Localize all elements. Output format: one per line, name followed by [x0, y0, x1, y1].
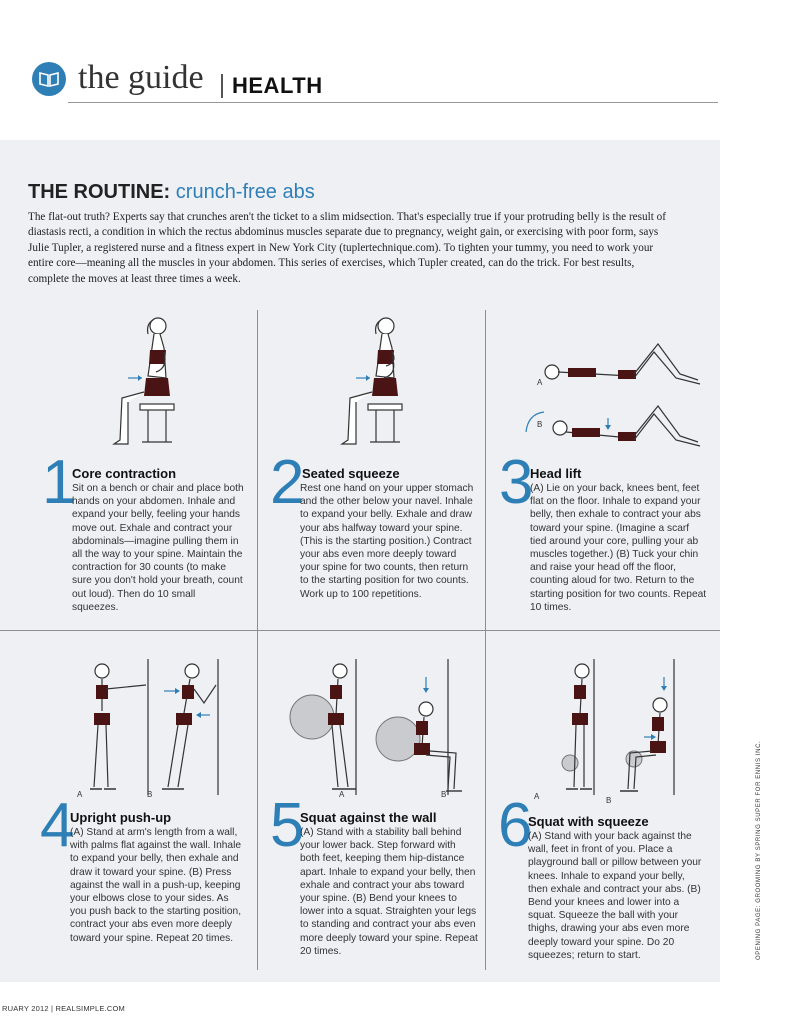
- step-number: 6: [498, 791, 533, 860]
- grid-divider: [257, 310, 258, 630]
- step-title: Head lift: [530, 466, 582, 481]
- step-body: Rest one hand on your upper stomach and the other below your navel. Inhale to expand your belly. Exhale and draw your abs halfway toward your spine. (This is the starting position.) Contract your abs even more deeply toward your spine for two counts, then return to the starting position for two counts. Work up to 100 repetitions.: [300, 483, 474, 600]
- grid-divider: [257, 630, 258, 970]
- step-title: Core contraction: [72, 466, 177, 481]
- seated-figure-illustration: [98, 312, 188, 457]
- photo-credit: OPENING PAGE: GROOMING BY SPRING SUPER FOR ENNIS INC.: [756, 740, 762, 960]
- step-body: (A) Stand with a stability ball behind your lower back. Step forward with both feet, keeping them hip-distance apart. Inhale to expand your belly, then exhale and contract your abs toward your spine. (B) Bend your knees to lower into a squat. Straighten your legs to standing and contract your abs even more deeply toward your spine. Repeat 20 times.: [300, 827, 478, 957]
- figure-label-b: B: [537, 420, 543, 429]
- guide-heading: the guide: [78, 59, 204, 96]
- book-icon: [32, 62, 66, 96]
- title-main: THE ROUTINE:: [28, 181, 171, 203]
- header-divider: [221, 74, 223, 98]
- wall-pushup-illustration: [72, 655, 232, 800]
- seated-squeeze-illustration: [326, 312, 416, 457]
- step-body: Sit on a bench or chair and place both hands on your abdomen. Inhale and expand your belly, feeling your hands move out. Exhale and contract your abdominals—imagine pulling them in all the way to your spine. Maintain the contraction for 30 counts (to make sure you don't hold your breath, count out loud). Then do 10 small squeezes.: [72, 483, 244, 613]
- step-number: 5: [270, 791, 305, 860]
- step-number: 2: [270, 448, 305, 517]
- grid-divider: [485, 310, 486, 630]
- step-body: (A) Stand at arm's length from a wall, with palms flat against the wall. Inhale to expand your belly, then exhale and draw it toward your spine. (B) Press against the wall in a push-up, keeping your elbows close to your sides. As you push back to the starting position, contract your abs even more deeply toward your spine. Repeat 20 times.: [70, 827, 242, 944]
- header-rule: [68, 102, 718, 103]
- step-body: (A) Stand with your back against the wall, feet in front of you. Place a playground ball or pillow between your knees. Inhale to expand your belly, then exhale and contract your abs. (B) Bend your knees and lower into a squat. Squeeze the ball with your thighs, drawing your abs even more deeply toward your spine. Do 20 squeezes; return to start.: [528, 831, 702, 961]
- figure-label-b: B: [441, 790, 447, 799]
- step-title: Squat with squeeze: [528, 814, 649, 829]
- figure-label-b: B: [147, 790, 153, 799]
- squat-squeeze-illustration: [540, 655, 700, 800]
- title-sub: crunch-free abs: [175, 181, 315, 203]
- step-number: 3: [499, 448, 534, 517]
- step-title: Squat against the wall: [300, 810, 437, 825]
- step-number: 4: [40, 791, 75, 860]
- grid-divider: [485, 630, 486, 970]
- figure-label-a: A: [77, 790, 83, 799]
- ball-squat-illustration: [286, 655, 476, 800]
- figure-label-a: A: [534, 792, 540, 801]
- section-label: HEALTH: [232, 73, 323, 98]
- article-title: [28, 180, 315, 204]
- figure-label-a: A: [339, 790, 345, 799]
- step-body: (A) Lie on your back, knees bent, feet flat on the floor. Inhale to expand your belly, then exhale to contract your abs toward your spine. (Imagine a scarf tied around your core, pulling your ab muscles together.) (B) Tuck your chin and raise your head off the floor, counting aloud for two. Return to the starting position for two counts. Repeat 10 times.: [530, 483, 707, 613]
- page-footer: RUARY 2012 | REALSIMPLE.COM: [2, 1004, 125, 1013]
- step-title: Upright push-up: [70, 810, 172, 825]
- figure-label-b: B: [606, 796, 612, 805]
- step-title: Seated squeeze: [302, 466, 400, 481]
- grid-divider: [0, 630, 720, 631]
- article-intro: The flat-out truth? Experts say that crunches aren't the ticket to a slim midsection. That's especially true if your protruding belly is the result of diastasis recti, a condition in which the rectus abdominus muscles separate due to pregnancy, weight gain, or exercising with poor form, says Julie Tupler, a registered nurse and a fitness expert in New York City (tuplertechnique.com). To tighten your tummy, you need to work your entire core—meaning all the muscles in your abdomen. This series of exercises, which Tupler created, can do the trick. For best results, complete the moves at least three times a week.: [28, 211, 666, 285]
- figure-label-a: A: [537, 378, 543, 387]
- lying-figures-illustration: [530, 330, 710, 460]
- step-number: 1: [42, 448, 77, 517]
